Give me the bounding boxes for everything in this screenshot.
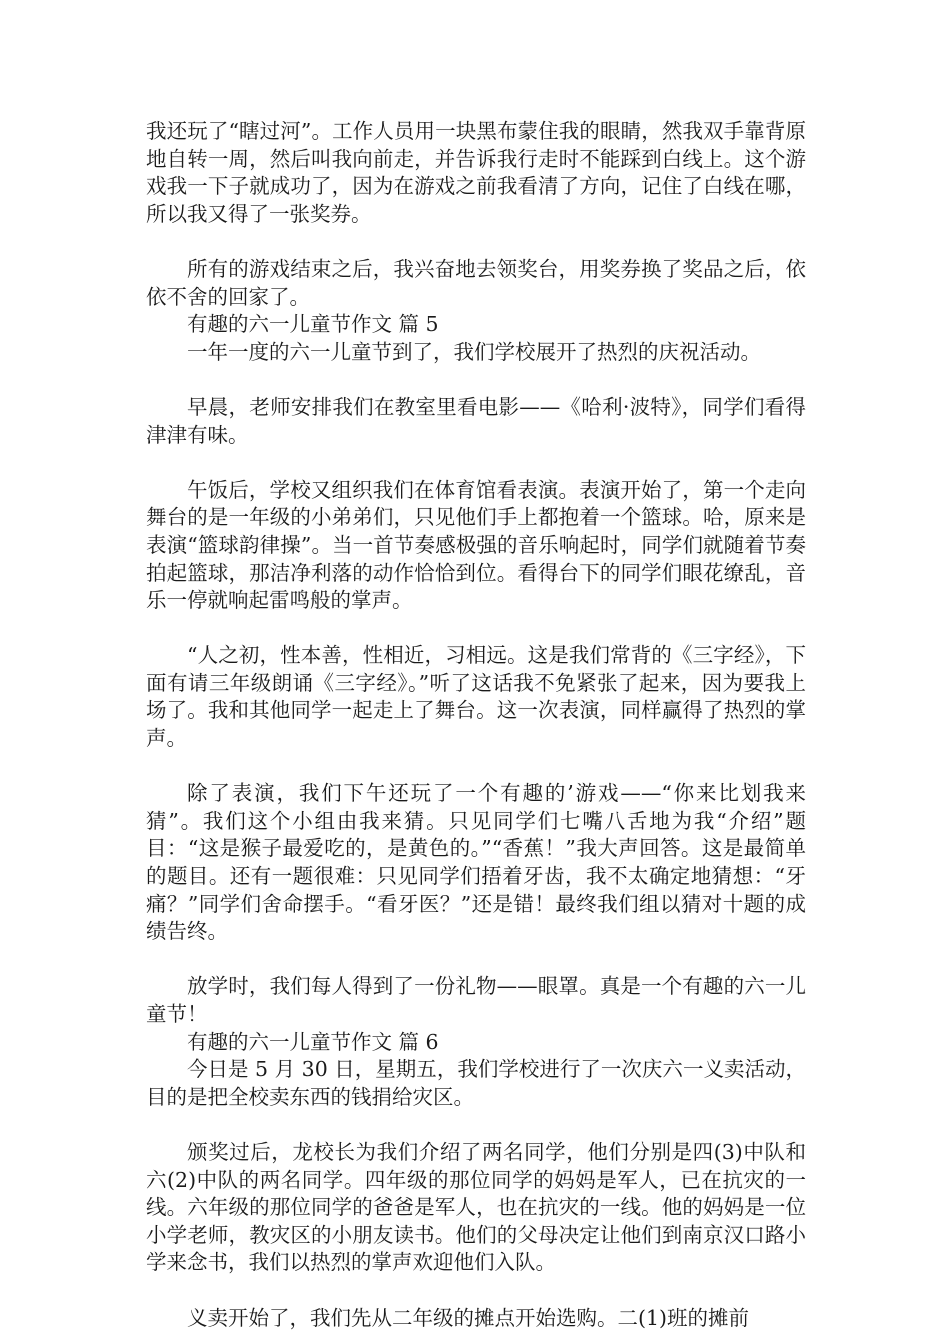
document-body	[146, 118, 806, 1332]
paragraph: 放学时，我们每人得到了一份礼物——眼罩。真是一个有趣的六一儿童节！	[146, 974, 806, 1026]
paragraph: 义卖开始了，我们先从二年级的摊点开始选购。二(1)班的摊前	[187, 1305, 750, 1330]
paragraph: 午饭后，学校又组织我们在体育馆看表演。表演开始了，第一个走向舞台的是一年级的小弟弟们，只见他们手上都抱着一个篮球。哈，原来是表演“篮球韵律操”。当一首节奏感极强的音乐响起时，同学们就随着节奏拍起篮球，那洁净利落的动作恰恰到位。看得台下的同学们眼花缭乱，音乐一停就响起雷鸣般的掌声。	[146, 477, 806, 613]
paragraph: 一年一度的六一儿童节到了，我们学校展开了热烈的庆祝活动。	[187, 339, 761, 364]
section-heading: 有趣的六一儿童节作文 篇 6	[187, 1029, 439, 1054]
paragraph: “人之初，性本善，性相近，习相远。这是我们常背的《三字经》，下面有请三年级朗诵《三字经》。”听了这话我不免紧张了起来，因为要我上场了。我和其他同学一起走上了舞台。这一次表演，同样赢得了热烈的掌声。	[146, 643, 806, 751]
section-heading: 有趣的六一儿童节作文 篇 5	[187, 312, 439, 337]
paragraph: 除了表演，我们下午还玩了一个有趣的’游戏——“你来比划我来猜”。我们这个小组由我来猜。只见同学们七嘴八舌地为我“介绍”题目：“这是猴子最爱吃的，是黄色的。”“香蕉！”我大声回答。这是最简单的题目。还有一题很难：只见同学们捂着牙齿，我不太确定地猜想：“牙痛？”同学们舍命摆手。“看牙医？”还是错！最终我们组以猜对十题的成绩告终。	[146, 781, 806, 944]
paragraph: 颁奖过后，龙校长为我们介绍了两名同学，他们分别是四(3)中队和六(2)中队的两名同学。四年级的那位同学的妈妈是军人，已在抗灾的一线。六年级的那位同学的爸爸是军人，也在抗灾的一线。他的妈妈是一位小学老师，教灾区的小朋友读书。他们的父母决定让他们到南京汉口路小学来念书，我们以热烈的掌声欢迎他们入队。	[146, 1139, 806, 1275]
paragraph: 我还玩了“瞎过河”。工作人员用一块黑布蒙住我的眼睛，然我双手靠背原地自转一周，然后叫我向前走，并告诉我行走时不能踩到白线上。这个游戏我一下子就成功了，因为在游戏之前我看清了方向，记住了白线在哪，所以我又得了一张奖券。	[146, 119, 806, 226]
paragraph: 今日是 5 月 30 日，星期五，我们学校进行了一次庆六一义卖活动，目的是把全校卖东西的钱捐给灾区。	[146, 1057, 806, 1109]
paragraph: 早晨，老师安排我们在教室里看电影——《哈利·波特》，同学们看得津津有味。	[146, 394, 806, 447]
paragraph: 所有的游戏结束之后，我兴奋地去领奖台，用奖券换了奖品之后，依依不舍的回家了。	[146, 256, 806, 309]
